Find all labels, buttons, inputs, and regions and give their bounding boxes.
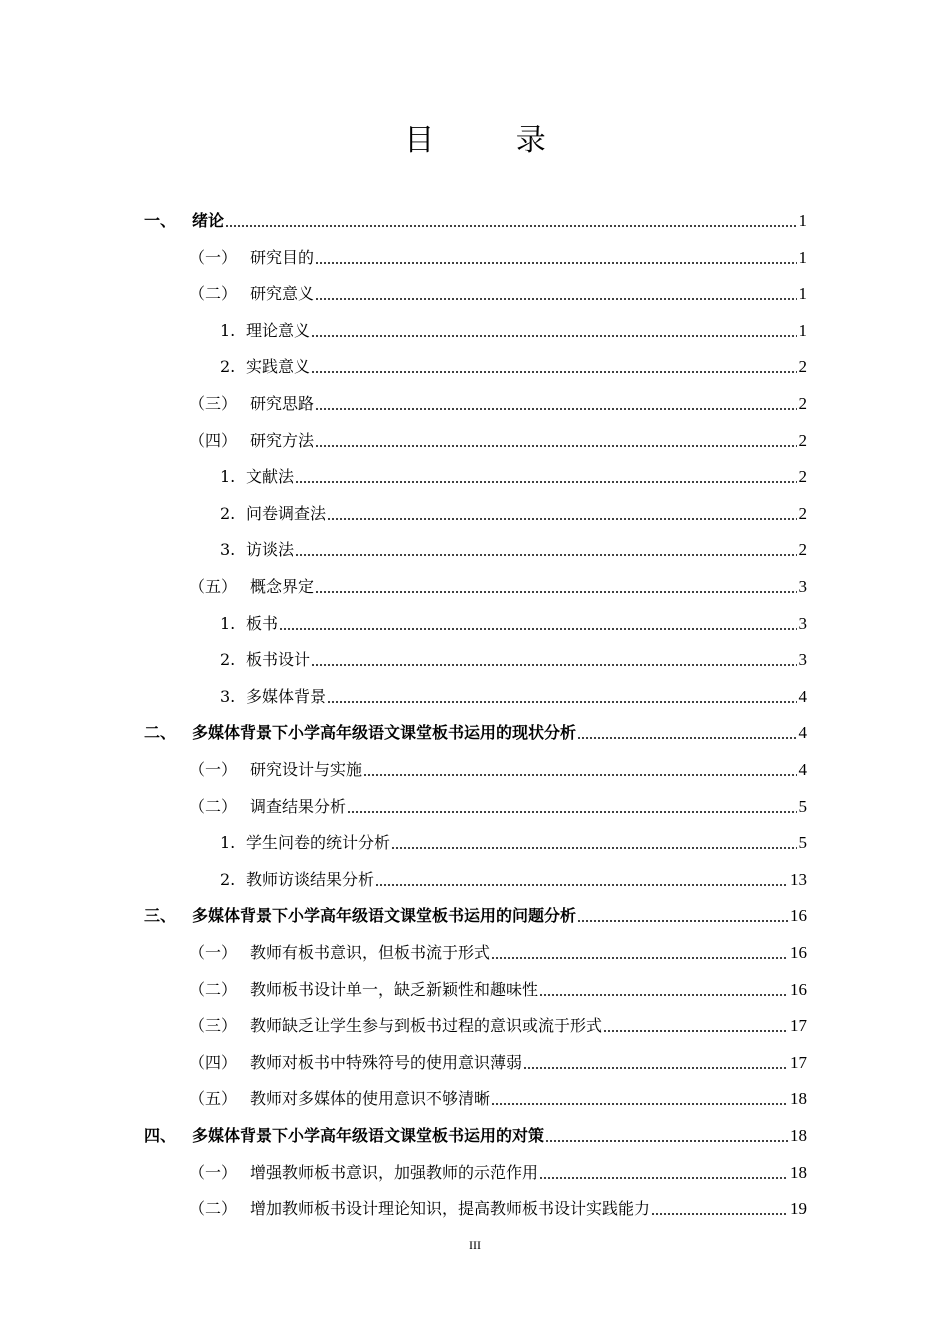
toc-entry[interactable] — [220, 861, 807, 891]
toc-entry-page-number: 1 — [798, 247, 807, 267]
toc-entry-title: 学生问卷的统计分析 — [246, 833, 391, 853]
toc-entry[interactable] — [220, 605, 807, 635]
toc-entry-title: 调查结果分析 — [250, 796, 347, 816]
toc-entry[interactable] — [189, 1044, 807, 1074]
toc-entry-page-number: 1 — [798, 320, 807, 340]
dot-leader — [327, 701, 796, 703]
toc-entry[interactable] — [220, 348, 807, 378]
toc-entry-title: 板书设计 — [246, 650, 311, 670]
toc-entry-number: （三） — [189, 1016, 238, 1036]
toc-entry[interactable] — [189, 568, 807, 598]
toc-entry-number: （三） — [189, 394, 238, 413]
toc-entry-number: （五） — [189, 577, 238, 596]
toc-entry[interactable] — [189, 1007, 807, 1037]
toc-entry-title: 多媒体背景下小学高年级语文课堂板书运用的对策 — [192, 1126, 545, 1145]
toc-entry-title: 访谈法 — [246, 540, 295, 560]
toc-entry[interactable] — [144, 714, 807, 744]
toc-entry-number: 2. — [220, 357, 236, 377]
dot-leader — [491, 1103, 788, 1105]
toc-entry-page-number: 2 — [798, 540, 807, 560]
toc-entry-number: （一） — [189, 1162, 238, 1182]
toc-entry[interactable] — [220, 312, 807, 342]
toc-entry[interactable] — [144, 1117, 807, 1147]
toc-entry-number: （一） — [189, 943, 238, 962]
page-number-footer: III — [469, 1238, 481, 1252]
toc-entry-page-number: 2 — [798, 357, 807, 377]
dot-leader — [315, 408, 796, 410]
dot-leader — [311, 335, 796, 337]
toc-entry-number: （四） — [189, 1052, 238, 1072]
toc-entry[interactable] — [220, 824, 807, 854]
toc-entry-page-number: 4 — [798, 760, 807, 779]
toc-entry-number: 2. — [220, 869, 236, 889]
toc-entry[interactable] — [189, 934, 807, 964]
toc-entry-number: 1. — [220, 833, 236, 853]
toc-entry[interactable] — [189, 385, 807, 415]
toc-entry-title: 研究设计与实施 — [250, 760, 363, 779]
toc-entry-title: 教师板书设计单一，缺乏新颖性和趣味性 — [250, 979, 539, 999]
toc-entry-title: 教师对板书中特殊符号的使用意识薄弱 — [250, 1052, 523, 1072]
dot-leader — [577, 920, 788, 922]
toc-entry[interactable] — [144, 897, 807, 927]
toc-entry[interactable] — [189, 751, 807, 781]
toc-entry-page-number: 4 — [798, 723, 807, 743]
dot-leader — [327, 518, 796, 520]
dot-leader — [347, 811, 796, 813]
toc-entry-title: 研究方法 — [250, 430, 315, 450]
toc-entry[interactable] — [189, 788, 807, 818]
toc-entry[interactable] — [189, 971, 807, 1001]
toc-entry-page-number: 3 — [798, 650, 807, 670]
toc-entry-page-number: 17 — [790, 1052, 807, 1072]
dot-leader — [295, 481, 796, 483]
toc-entry-page-number: 1 — [798, 284, 807, 304]
toc-entry-title: 教师访谈结果分析 — [246, 869, 375, 889]
dot-leader — [311, 664, 796, 666]
toc-entry-page-number: 2 — [798, 394, 807, 413]
page-title: 目 录 — [404, 123, 582, 158]
toc-entry-page-number: 16 — [790, 906, 807, 926]
toc-entry-title: 研究思路 — [250, 394, 315, 413]
dot-leader — [315, 262, 796, 264]
dot-leader — [315, 298, 796, 300]
toc-entry-page-number: 5 — [798, 796, 807, 816]
toc-entry-number: 2. — [220, 650, 236, 670]
toc-entry-title: 实践意义 — [246, 357, 311, 377]
toc-entry-number: （四） — [189, 430, 238, 450]
dot-leader — [225, 225, 796, 227]
toc-entry-title: 教师对多媒体的使用意识不够清晰 — [250, 1089, 491, 1109]
toc-entry-number: 二、 — [144, 723, 177, 743]
dot-leader — [603, 1030, 788, 1032]
toc-entry-page-number: 18 — [790, 1126, 807, 1145]
toc-entry-title: 文献法 — [246, 467, 295, 487]
toc-entry-title: 研究目的 — [250, 247, 315, 267]
toc-entry-title: 教师缺乏让学生参与到板书过程的意识或流于形式 — [250, 1016, 603, 1036]
toc-entry-number: （一） — [189, 247, 238, 267]
toc-entry-page-number: 18 — [790, 1089, 807, 1109]
toc-entry-page-number: 2 — [798, 503, 807, 523]
dot-leader — [523, 1067, 788, 1069]
toc-entry[interactable] — [220, 641, 807, 671]
dot-leader — [363, 774, 796, 776]
toc-entry[interactable] — [220, 495, 807, 525]
toc-entry-number: （一） — [189, 760, 238, 779]
toc-entry-title: 问卷调查法 — [246, 503, 327, 523]
toc-entry[interactable] — [144, 202, 807, 232]
dot-leader — [295, 554, 796, 556]
dot-leader — [279, 628, 796, 630]
dot-leader — [577, 737, 796, 739]
toc-entry-title: 研究意义 — [250, 284, 315, 304]
toc-entry-title: 绪论 — [192, 211, 225, 230]
toc-entry[interactable] — [220, 531, 807, 561]
toc-entry-page-number: 1 — [798, 211, 807, 230]
toc-entry-number: 2. — [220, 503, 236, 523]
dot-leader — [539, 994, 788, 996]
toc-entry-title: 多媒体背景 — [246, 686, 327, 706]
toc-entry-number: 1. — [220, 613, 236, 633]
toc-entry[interactable] — [189, 239, 807, 269]
toc-entry-number: 四、 — [144, 1126, 177, 1145]
toc-entry-number: 三、 — [144, 906, 177, 926]
toc-entry-number: （二） — [189, 979, 238, 999]
toc-entry-page-number: 17 — [790, 1016, 807, 1036]
toc-entry-page-number: 5 — [798, 833, 807, 853]
toc-entry-page-number: 18 — [790, 1162, 807, 1182]
toc-entry-page-number: 2 — [798, 430, 807, 450]
toc-entry[interactable] — [220, 678, 807, 708]
toc-entry[interactable] — [189, 422, 807, 452]
toc-entry-page-number: 13 — [790, 869, 807, 889]
toc-entry-number: 3. — [220, 686, 236, 706]
dot-leader — [315, 591, 796, 593]
toc-entry-title: 增强教师板书意识，加强教师的示范作用 — [250, 1162, 539, 1182]
toc-entry-title: 理论意义 — [246, 320, 311, 340]
toc-entry[interactable] — [220, 458, 807, 488]
toc-entry-page-number: 2 — [798, 467, 807, 487]
toc-entry-number: （二） — [189, 1199, 238, 1219]
dot-leader — [375, 884, 788, 886]
toc-entry-title: 教师有板书意识，但板书流于形式 — [250, 943, 491, 962]
toc-entry-page-number: 3 — [798, 577, 807, 596]
toc-entry[interactable] — [189, 1080, 807, 1110]
dot-leader — [651, 1213, 788, 1215]
toc-entry-number: （二） — [189, 796, 238, 816]
toc-entry-number: 1. — [220, 320, 236, 340]
toc-entry[interactable] — [189, 1154, 807, 1184]
toc-entry-page-number: 3 — [798, 613, 807, 633]
toc-entry-page-number: 19 — [790, 1199, 807, 1219]
toc-entry-page-number: 4 — [798, 686, 807, 706]
toc-entry-title: 多媒体背景下小学高年级语文课堂板书运用的问题分析 — [192, 906, 577, 926]
toc-entry-title: 板书 — [246, 613, 279, 633]
dot-leader — [545, 1140, 788, 1142]
dot-leader — [539, 1177, 788, 1179]
dot-leader — [311, 371, 796, 373]
toc-entry-page-number: 16 — [790, 979, 807, 999]
toc-entry-number: 3. — [220, 540, 236, 560]
toc-entry-number: （二） — [189, 284, 238, 304]
toc-entry[interactable] — [189, 1190, 807, 1220]
dot-leader — [391, 847, 796, 849]
toc-entry[interactable] — [189, 275, 807, 305]
toc-entry-number: （五） — [189, 1089, 238, 1109]
dot-leader — [491, 957, 788, 959]
toc-entry-title: 多媒体背景下小学高年级语文课堂板书运用的现状分析 — [192, 723, 577, 743]
dot-leader — [315, 445, 796, 447]
toc-entry-title: 概念界定 — [250, 577, 315, 596]
toc-entry-title: 增加教师板书设计理论知识，提高教师板书设计实践能力 — [250, 1199, 651, 1219]
toc-entry-number: 1. — [220, 467, 236, 487]
toc-entry-number: 一、 — [144, 211, 177, 230]
toc-entry-page-number: 16 — [790, 943, 807, 962]
